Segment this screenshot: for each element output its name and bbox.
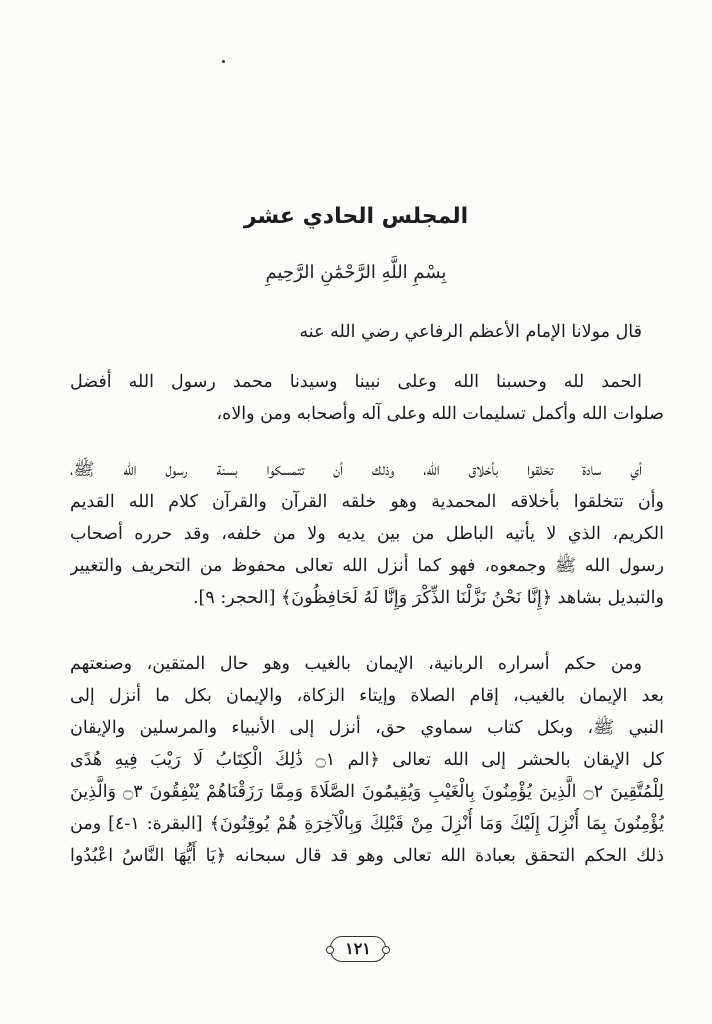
text-line: كل الإيقان بالحشر إلى الله تعالى ﴿الم ۝١ ذَٰلِكَ الْكِتَابُ لَا رَيْبَ فِيهِ هُدًى xyxy=(70,750,664,770)
text-line: ومن حكم أسراره الربانية، الإيمان بالغيب وهو حال المتقين، وصنعتهم xyxy=(70,654,642,674)
ink-speck xyxy=(222,60,225,63)
text-line: الكريم، الذي لا يأتيه الباطل من بين يديه ولا من خلفه، وقد حرره أصحاب xyxy=(70,524,664,544)
text-line: النبي ﷺ، وبكل كتاب سماوي حق، أنزل إلى الأنبياء والمرسلين والإيقان xyxy=(70,718,664,738)
paragraph-1 xyxy=(70,316,664,348)
page-title: المجلس الحادي عشر xyxy=(243,204,469,229)
text-line: الحمد لله وحسبنا الله وعلى نبينا وسيدنا محمد رسول الله أفضل xyxy=(70,372,642,392)
text-line: لِلْمُتَّقِينَ ۝٢ الَّذِينَ يُؤْمِنُونَ بِالْغَيْبِ وَيُقِيمُونَ الصَّلَاةَ وَمِمَّا رَزَقْنَاهُمْ يُنْفِقُونَ ۝٣ وَالَّذِينَ xyxy=(70,782,664,802)
paragraph-3 xyxy=(70,454,664,614)
text-line: بعد الإيمان بالغيب، إقام الصلاة وإيتاء الزكاة، والإيمان بكل ما أنزل إلى xyxy=(70,686,664,706)
paragraph-4 xyxy=(70,648,664,872)
text-line: أي سادة تخلقوا بأخلاق الله، وذلك أن تتمسكوا بسنة رسول الله ﷺ، xyxy=(70,460,642,480)
text-line: والتبديل بشاهد ﴿إِنَّا نَحْنُ نَزَّلْنَا الذِّكْرَ وَإِنَّا لَهُ لَحَافِظُونَ﴾ [الحجر: ٩]. xyxy=(192,588,664,608)
text-line: صلوات الله وأكمل تسليمات الله وعلى آله وأصحابه ومن والاه، xyxy=(216,404,664,424)
text-line: يُؤْمِنُونَ بِمَا أُنْزِلَ إِلَيْكَ وَمَا أُنْزِلَ مِنْ قَبْلِكَ وَبِالْآخِرَةِ هُمْ يُوقِنُونَ﴾ [البقرة: ١-٤] ومن xyxy=(70,814,664,834)
text-line: قال مولانا الإمام الأعظم الرفاعي رضي الله عنه xyxy=(299,322,642,342)
text-line: ذلك الحكم التحقق بعبادة الله تعالى وهو قد قال سبحانه ﴿يَا أَيُّهَا النَّاسُ اعْبُدُوا xyxy=(70,846,664,866)
paragraph-2 xyxy=(70,366,664,430)
text-line: رسول الله ﷺ وجمعوه، فهو كما أنزل الله تعالى محفوظ من التحريف والتغيير xyxy=(70,556,664,576)
page-number: ١٢١ xyxy=(330,936,386,962)
basmala: بِسْمِ اللَّهِ الرَّحْمَٰنِ الرَّحِيمِ xyxy=(265,262,447,283)
text-line: وأن تتخلقوا بأخلاقه المحمدية وهو خلقه القرآن والقرآن كلام الله القديم xyxy=(70,492,664,512)
